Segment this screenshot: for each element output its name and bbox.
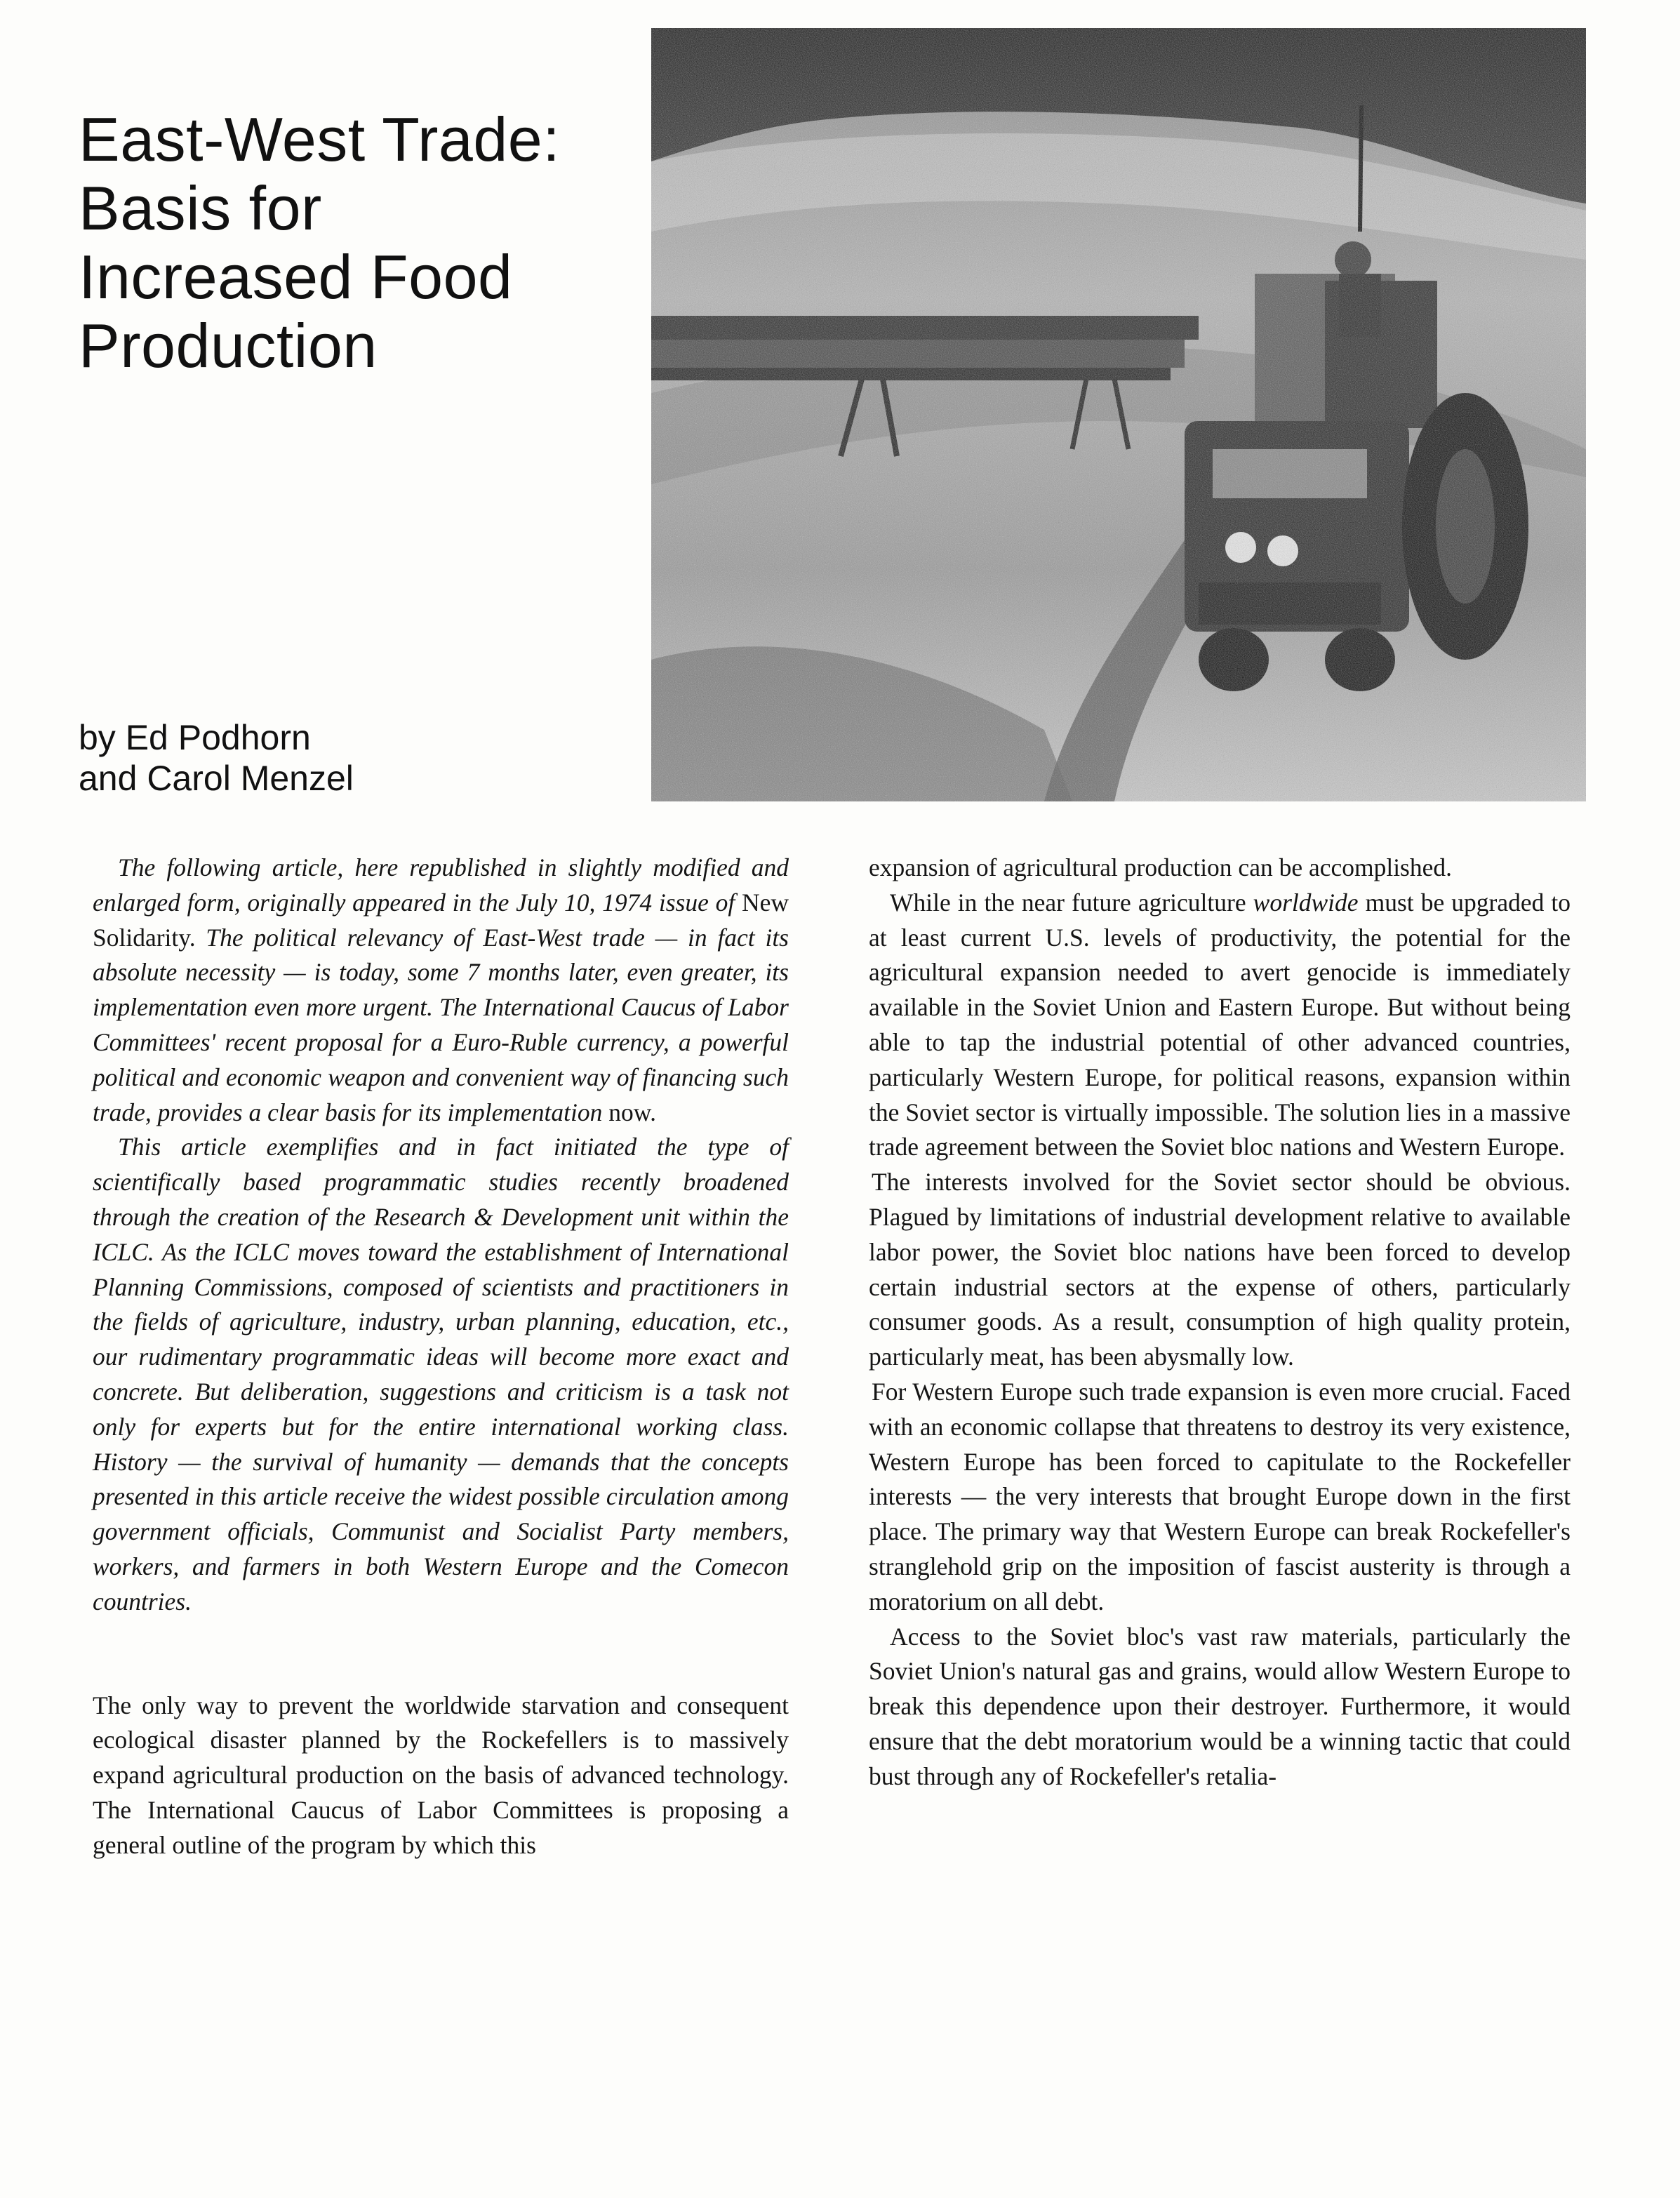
title-line: Production	[79, 311, 378, 380]
body-text: While in the near future agriculture	[890, 888, 1253, 917]
left-column	[93, 851, 789, 1863]
tractor-harvesting-field-photo	[651, 28, 1586, 801]
body-paragraph: Access to the Soviet bloc's vast raw materials, particularly the Soviet Union's natural gas and grains, would allow Western Europe to break this dependence upon their destroyer. Furthermore, it would ensure that the debt moratorium would be a winning tactic that could bust through any of Rockefeller's retalia-	[869, 1622, 1571, 1790]
emphasis-word: now.	[608, 1098, 656, 1126]
intro-paragraph	[93, 851, 789, 1130]
byline-line: by Ed Podhorn	[79, 718, 311, 757]
byline	[79, 717, 640, 799]
body-paragraph	[869, 886, 1571, 1165]
intro-text: The political relevancy of East-West trade — in fact its absolute necessity — is today, some 7 months later, even greater, its implementation even more urgent. The International Caucus of Labor Committees' recent proposal for a Euro-Ruble currency, a powerful political and economic weapon and convenient way of financing such trade, provides a clear basis for its implementation	[93, 923, 789, 1126]
body-paragraph: For Western Europe such trade expansion is even more crucial. Faced with an economic collapse that threatens to destroy its very existence, Western Europe has been forced to capitulate to the Rockefeller interests — the very interests that brought Europe down in the first place. The primary way that Western Europe can break Rockefeller's stranglehold grip on the imposition of fascist austerity is through a moratorium on all debt.	[869, 1377, 1571, 1616]
right-column	[869, 851, 1571, 1794]
body-paragraph: expansion of agricultural production can be accomplished.	[869, 853, 1453, 881]
body-text: must be upgraded to at least current U.S. levels of productivity, the potential for the agricultural expansion needed to avert genocide is immediately available in the Soviet Union and Eastern Europe. But without being able to tap the industrial potential of other advanced countries, particularly Western Europe, for political reasons, expansion within the Soviet sector is virtually impossible. The solution lies in a massive trade agreement between the Soviet bloc nations and Western Europe.	[869, 888, 1571, 1161]
article-title	[79, 105, 640, 380]
body-paragraph: The interests involved for the Soviet sector should be obvious. Plagued by limitations of industrial development relative to available labor power, the Soviet bloc nations have been forced to develop certain industrial sectors at the expense of others, particularly consumer goods. As a result, consumption of high quality protein, particularly meat, has been abysmally low.	[869, 1168, 1571, 1371]
byline-line: and Carol Menzel	[79, 759, 354, 798]
title-line: Basis for	[79, 173, 322, 243]
body-paragraph: The only way to prevent the worldwide starvation and consequent ecological disaster planned by the Rockefellers is to massively expand agricultural production on the basis of advanced technology. The International Caucus of Labor Committees is proposing a general outline of the program by which this	[93, 1691, 789, 1859]
intro-text: The following article, here republished in slightly modified and enlarged form, originally appeared in the July 10, 1974 issue of	[93, 853, 789, 917]
intro-paragraph: This article exemplifies and in fact initiated the type of scientifically based programmatic studies recently broadened through the creation of the Research & Development unit within the ICLC. As the ICLC moves toward the establishment of International Planning Commissions, composed of scientists and practitioners in the fields of agriculture, industry, urban planning, education, etc., our rudimentary programmatic ideas will become more exact and concrete. But deliberation, suggestions and criticism is a task not only for experts but for the entire international working class. History — the survival of humanity — demands that the concepts presented in this article receive the widest possible circulation among government officials, Communist and Socialist Party members, workers, and farmers in both Western Europe and the Comecon countries.	[93, 1133, 789, 1616]
title-line: East-West Trade:	[79, 105, 561, 174]
editor-introduction	[93, 851, 789, 1620]
emphasis-word: worldwide	[1253, 888, 1359, 917]
title-line: Increased Food	[79, 242, 513, 312]
article-body-start	[93, 1689, 789, 1863]
publication-name: New Solidarity.	[93, 888, 789, 952]
